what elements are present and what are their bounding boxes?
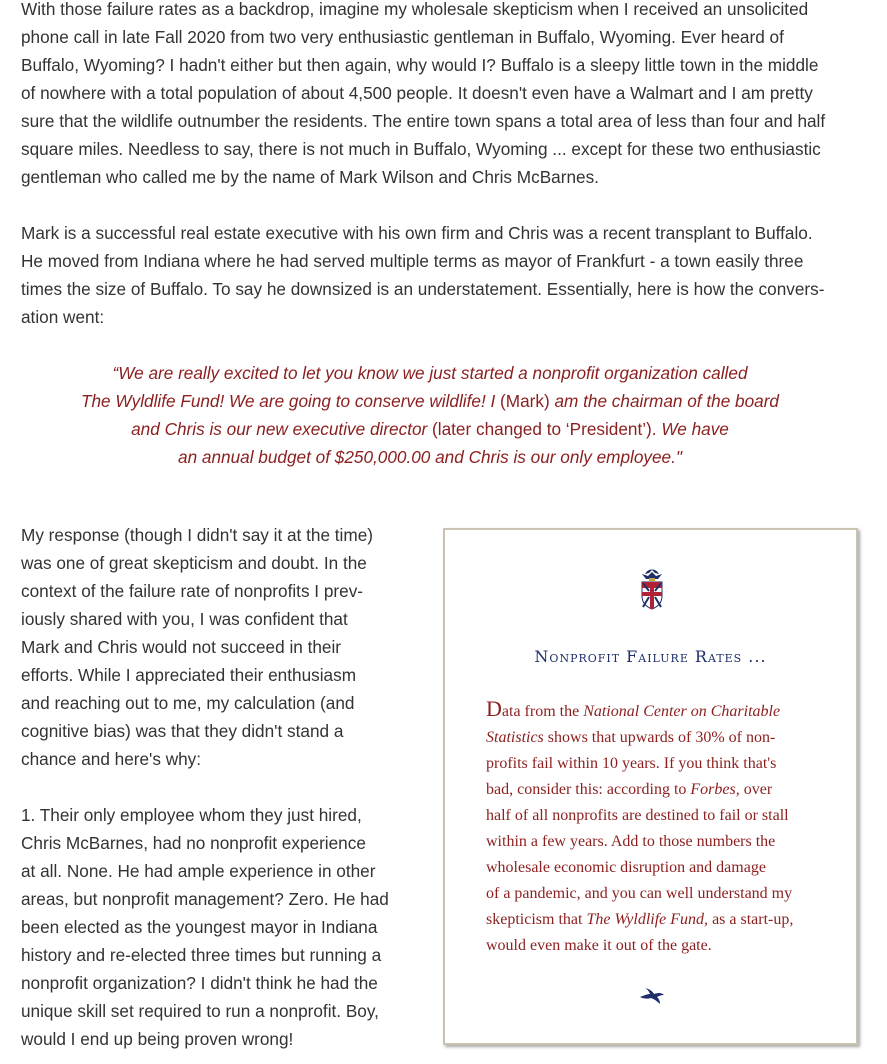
intro-paragraph [21, 0, 871, 191]
quote-line: and Chris is our new executive director (later changed to ‘President’). We have [131, 419, 729, 439]
text-line: would even make it out of the gate. [486, 937, 712, 954]
text-line: Mark is a successful real estate executive with his own firm and Chris was a recent transplant to Buffalo. [21, 223, 813, 243]
text-line: was one of great skepticism and doubt. In the [21, 553, 367, 573]
text-line: of nowhere with a total population of about 4,500 people. It doesn't even have a Walmart and I am pretty [21, 83, 813, 103]
text-line: square miles. Needless to say, there is not much in Buffalo, Wyoming ... except for these two enthusiastic [21, 139, 821, 159]
text-line: context of the failure rate of nonprofits I prev- [21, 581, 364, 601]
text-line: phone call in late Fall 2020 from two very enthusiastic gentleman in Buffalo, Wyoming. Ever heard of [21, 27, 784, 47]
text-line: sure that the wildlife outnumber the residents. The entire town spans a total area of less than four and half [21, 111, 826, 131]
text-line: bad, consider this: according to Forbes, over [486, 781, 773, 798]
bird-icon [639, 988, 665, 1004]
crest-icon [638, 566, 666, 610]
text-line: half of all nonprofits are destined to fail or stall [486, 807, 789, 824]
text-line: would I end up being proven wrong! [21, 1029, 294, 1049]
text-line: Statistics shows that upwards of 30% of non- [486, 729, 776, 746]
text-line: profits fail within 10 years. If you think that's [486, 755, 777, 772]
text-line: at all. None. He had ample experience in other [21, 861, 376, 881]
text-line: chance and here's why: [21, 749, 202, 769]
reason-one-paragraph [21, 801, 421, 1053]
failure-rates-sidebar [443, 528, 858, 1045]
text-line: My response (though I didn't say it at the time) [21, 525, 373, 545]
text-line: history and re-elected three times but running a [21, 945, 382, 965]
text-line: Chris McBarnes, had no nonprofit experience [21, 833, 366, 853]
quote-line: an annual budget of $250,000.00 and Chris is our only employee." [178, 447, 682, 467]
text-line: wholesale economic disruption and damage [486, 859, 766, 876]
sidebar-title: Nonprofit Failure Rates ... [534, 647, 767, 666]
text-line: Data from the National Center on Charitable [486, 696, 781, 721]
sidebar-body [486, 696, 846, 959]
text-line: nonprofit organization? I didn't think he had the [21, 973, 378, 993]
text-line: ation went: [21, 307, 105, 327]
drop-cap: D [486, 696, 502, 721]
text-line: gentleman who called me by the name of Mark Wilson and Chris McBarnes. [21, 167, 599, 187]
pull-quote [30, 359, 830, 471]
quote-line: The Wyldlife Fund! We are going to conserve wildlife! I (Mark) am the chairman of the board [80, 391, 779, 411]
text-line: efforts. While I appreciated their enthusiasm [21, 665, 357, 685]
text-line: With those failure rates as a backdrop, imagine my wholesale skepticism when I received an unsolicited [21, 0, 809, 19]
text-line: 1. Their only employee whom they just hired, [21, 805, 362, 825]
quote-line: “We are really excited to let you know we just started a nonprofit organization called [112, 363, 748, 383]
text-line: and reaching out to me, my calculation (and [21, 693, 355, 713]
text-line: iously shared with you, I was confident that [21, 609, 348, 629]
text-line: unique skill set required to run a nonprofit. Boy, [21, 1001, 379, 1021]
background-paragraph [21, 219, 871, 331]
text-line: been elected as the youngest mayor in Indiana [21, 917, 378, 937]
response-paragraph [21, 521, 421, 773]
text-line: times the size of Buffalo. To say he downsized is an understatement. Essentially, here is how the convers- [21, 279, 825, 299]
text-line: He moved from Indiana where he had served multiple terms as mayor of Frankfurt - a town easily three [21, 251, 804, 271]
text-line: areas, but nonprofit management? Zero. He had [21, 889, 389, 909]
text-line: of a pandemic, and you can well understand my [486, 885, 793, 902]
text-line: Mark and Chris would not succeed in their [21, 637, 342, 657]
text-line: skepticism that The Wyldlife Fund, as a start-up, [486, 911, 794, 928]
text-line: within a few years. Add to those numbers the [486, 833, 776, 850]
text-line: cognitive bias) was that they didn't stand a [21, 721, 344, 741]
text-line: Buffalo, Wyoming? I hadn't either but then again, why would I? Buffalo is a sleepy little town in the middle [21, 55, 819, 75]
